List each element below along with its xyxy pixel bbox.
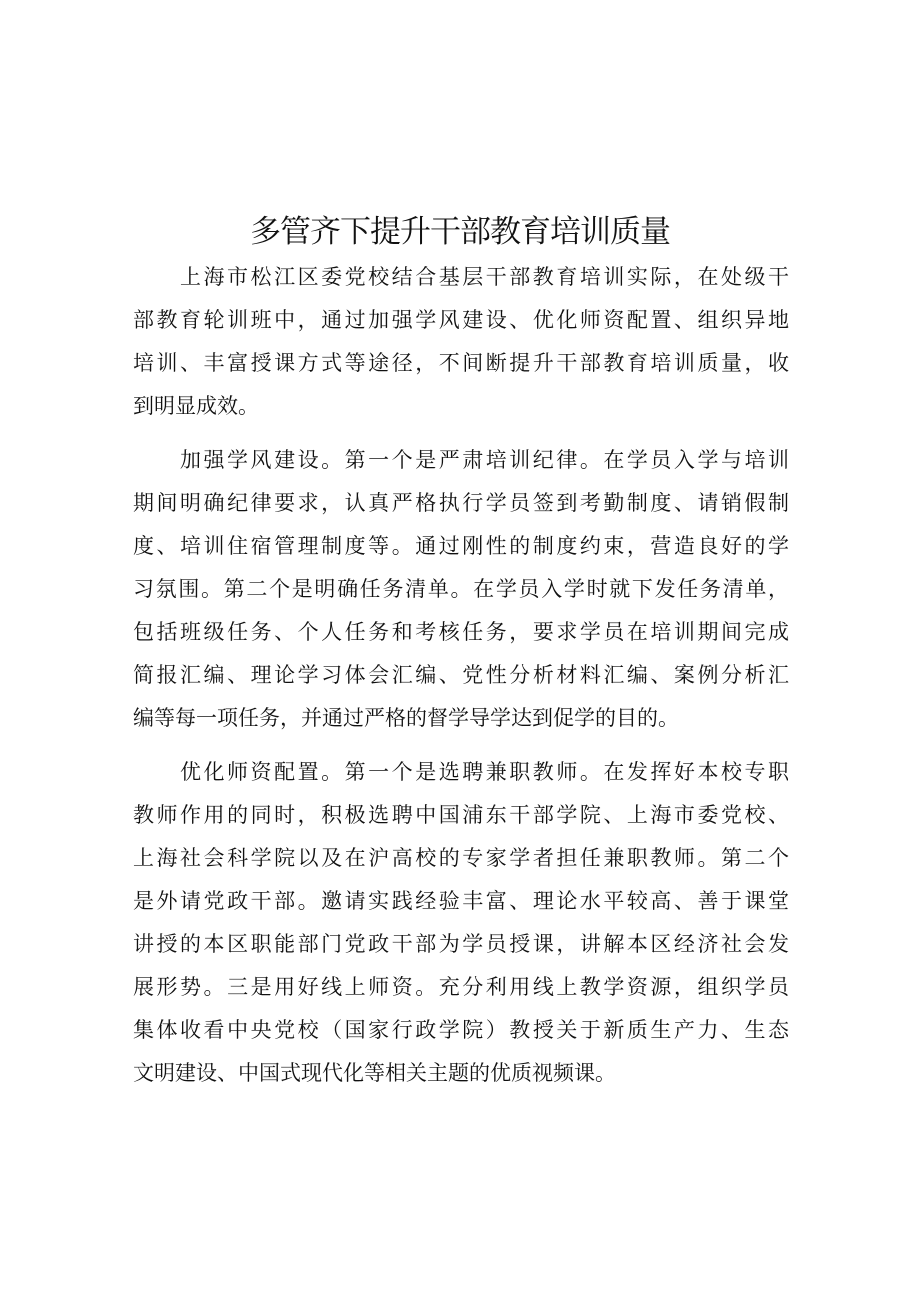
- document-body: [133, 256, 789, 1106]
- paragraph: [133, 256, 789, 428]
- paragraph-line: 上海市松江区委党校结合基层干部教育培训实际，在处级干: [180, 265, 789, 289]
- paragraph-line: 文明建设、中国式现代化等相关主题的优质视频课。: [133, 1061, 616, 1085]
- paragraph-line: 是外请党政干部。邀请实践经验丰富、理论水平较高、善于课堂: [133, 889, 789, 913]
- paragraph-line: 讲授的本区职能部门党政干部为学员授课，讲解本区经济社会发: [133, 932, 789, 956]
- paragraph-line: 包括班级任务、个人任务和考核任务，要求学员在培训期间完成: [133, 620, 789, 644]
- paragraph: [133, 439, 789, 740]
- paragraph-line: 上海社会科学院以及在沪高校的专家学者担任兼职教师。第二个: [133, 846, 789, 870]
- paragraph-line: 展形势。三是用好线上师资。充分利用线上教学资源，组织学员: [133, 975, 789, 999]
- paragraph: [133, 751, 789, 1095]
- paragraph-line: 培训、丰富授课方式等途径，不间断提升干部教育培训质量，收: [133, 351, 789, 375]
- paragraph-line: 加强学风建设。第一个是严肃培训纪律。在学员入学与培训: [180, 448, 789, 472]
- document-title: 多管齐下提升干部教育培训质量: [250, 214, 670, 250]
- paragraph-line: 优化师资配置。第一个是选聘兼职教师。在发挥好本校专职: [180, 760, 789, 784]
- paragraph-line: 到明显成效。: [133, 394, 259, 418]
- paragraph-line: 编等每一项任务，并通过严格的督学导学达到促学的目的。: [133, 706, 679, 730]
- paragraph-line: 习氛围。第二个是明确任务清单。在学员入学时就下发任务清单，: [133, 577, 789, 601]
- paragraph-line: 集体收看中央党校（国家行政学院）教授关于新质生产力、生态: [133, 1018, 789, 1042]
- paragraph-line: 度、培训住宿管理制度等。通过刚性的制度约束，营造良好的学: [133, 534, 789, 558]
- paragraph-line: 教师作用的同时，积极选聘中国浦东干部学院、上海市委党校、: [133, 803, 789, 827]
- paragraph-line: 期间明确纪律要求，认真严格执行学员签到考勤制度、请销假制: [133, 491, 789, 515]
- paragraph-line: 部教育轮训班中，通过加强学风建设、优化师资配置、组织异地: [133, 308, 789, 332]
- paragraph-line: 简报汇编、理论学习体会汇编、党性分析材料汇编、案例分析汇: [133, 663, 789, 687]
